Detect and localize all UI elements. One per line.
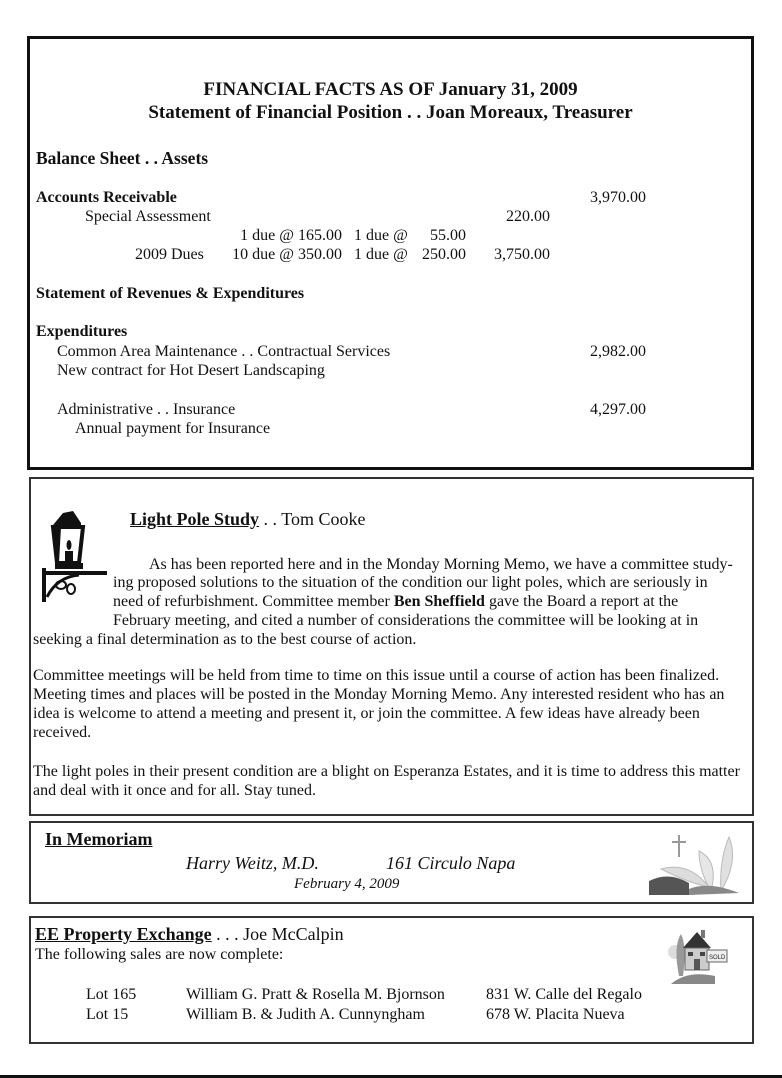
light-pole-para-1-line-3 <box>113 592 678 611</box>
dues-2009-label: 2009 Dues <box>135 246 204 263</box>
accounts-receivable-total: 3,970.00 <box>590 189 646 206</box>
financial-title: FINANCIAL FACTS AS OF January 31, 2009 <box>203 79 578 100</box>
memoriam-date: February 4, 2009 <box>294 876 400 892</box>
property-author: . . . Joe McCalpin <box>211 924 344 944</box>
expenditure-item-label: Common Area Maintenance . . Contractual Services <box>57 343 391 360</box>
light-pole-title-line <box>130 509 365 530</box>
expenditures-heading: Expenditures <box>36 323 128 340</box>
expenditure-item-amount: 2,982.00 <box>590 343 646 360</box>
light-pole-para-3: The light poles in their present condition are a blight on Esperanza Estates, and it is time to address this matter and deal with it once and for all. Stay tuned. <box>33 763 740 799</box>
light-pole-para-1-line-5: seeking a final determination as to the best course of action. <box>33 631 417 648</box>
dues-2009-detail-1: 10 due @ 350.00 <box>232 246 342 263</box>
svg-text:SOLD: SOLD <box>709 955 726 961</box>
light-pole-para-1-line-1: As has been reported here and in the Monday Morning Memo, we have a committee study- <box>149 556 733 573</box>
expenditure-item-amount: 4,297.00 <box>590 401 646 418</box>
sale-lot: Lot 15 <box>86 1006 129 1023</box>
sold-house-icon <box>667 926 731 984</box>
dues-2009-detail-2: 1 due @ <box>354 246 408 263</box>
expenditure-item-note: New contract for Hot Desert Landscaping <box>57 362 325 379</box>
accounts-receivable-label: Accounts Receivable <box>36 189 177 206</box>
sale-address: 831 W. Calle del Regalo <box>486 986 642 1003</box>
dues-2009-amount: 3,750.00 <box>494 246 550 263</box>
expenditure-item-label: Administrative . . Insurance <box>57 401 236 418</box>
light-pole-para-2: Committee meetings will be held from time to time on this issue until a course of action has been finalized. Meeting times and places will be posted in the Monday Morning Memo. Any interested resident who has an idea is welcome to attend a meeting and present it, or join the committee. A few ideas have already been received. <box>33 667 725 741</box>
special-assessment-detail-2-amount: 55.00 <box>430 227 466 244</box>
light-pole-para-1-line-4: February meeting, and cited a number of considerations the committee will be looking at in <box>113 612 699 629</box>
light-pole-para-1-line-2: ing proposed solutions to the situation of the condition our light poles, which are seriously in <box>113 574 708 591</box>
in-memoriam-title: In Memoriam <box>45 829 153 849</box>
property-exchange-title: EE Property Exchange <box>35 924 212 944</box>
dues-2009-detail-2-amount: 250.00 <box>422 246 466 263</box>
in-memoriam-section <box>29 821 754 904</box>
sale-buyers: William G. Pratt & Rosella M. Bjornson <box>186 986 445 1003</box>
memoriam-name: Harry Weitz, M.D. <box>186 853 319 873</box>
para-text: gave the Board a report at the <box>484 593 679 610</box>
light-pole-author: . . Tom Cooke <box>259 509 366 529</box>
special-assessment-detail-1: 1 due @ 165.00 <box>240 227 342 244</box>
property-exchange-section <box>29 916 754 1044</box>
expenditure-item-note: Annual payment for Insurance <box>75 420 271 437</box>
property-title-line <box>35 924 344 945</box>
memoriam-address: 161 Circulo Napa <box>386 853 516 873</box>
sale-address: 678 W. Placita Nueva <box>486 1006 625 1023</box>
para-text: need of refurbishment. Committee member <box>113 593 394 610</box>
special-assessment-detail-2: 1 due @ <box>354 227 408 244</box>
special-assessment-amount: 220.00 <box>506 208 550 225</box>
financial-facts-section <box>27 36 754 470</box>
revenues-expenditures-heading: Statement of Revenues & Expenditures <box>36 285 305 302</box>
light-pole-study-section <box>29 477 754 816</box>
balance-sheet-heading: Balance Sheet . . Assets <box>36 148 209 168</box>
sale-lot: Lot 165 <box>86 986 137 1003</box>
lily-cross-icon <box>649 831 745 895</box>
committee-member-name: Ben Sheffield <box>393 593 485 610</box>
light-pole-title: Light Pole Study <box>130 509 260 529</box>
special-assessment-label: Special Assessment <box>85 208 211 225</box>
sale-buyers: William B. & Judith A. Cunnyngham <box>186 1006 425 1023</box>
lamp-post-icon <box>39 507 107 603</box>
financial-subtitle: Statement of Financial Position . . Joan Moreaux, Treasurer <box>148 102 633 123</box>
property-intro: The following sales are now complete: <box>35 946 284 963</box>
